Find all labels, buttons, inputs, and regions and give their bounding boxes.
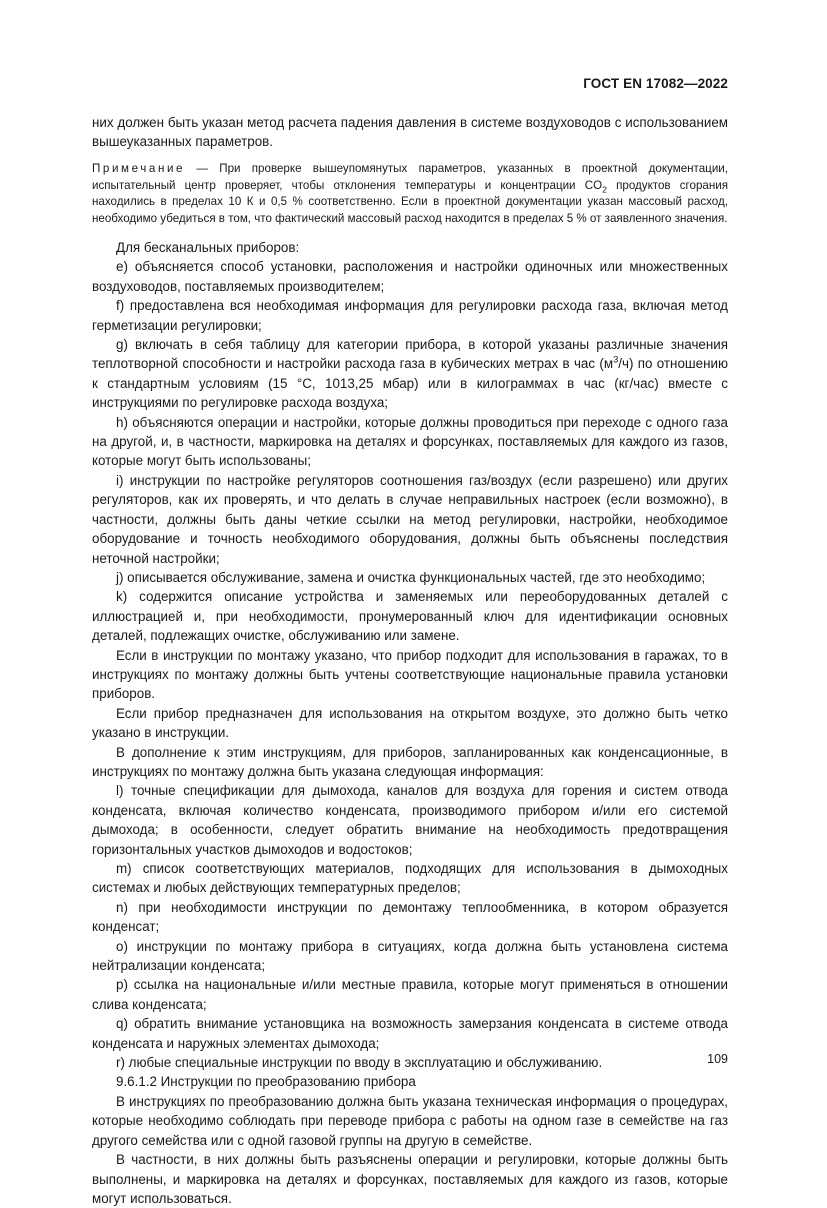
document-standard-id: ГОСТ EN 17082—2022 (583, 76, 728, 91)
note-paragraph (92, 161, 728, 228)
garage-paragraph: Если в инструкции по монтажу указано, что прибор подходит для использования в гаражах, то в инструкциях по монтажу должны быть учтены соответствующие национальные правила установки приборов. (92, 647, 728, 702)
item-g-text-start: g) включать в себя таблицу для категории прибора, в которой указаны различные значения теплотворной способности и настройки расхода газа в кубических метрах в час (м (92, 337, 728, 372)
note-subscript: 2 (602, 183, 607, 194)
list-item-k: k) содержится описание устройства и заменяемых или переоборудованных деталей с иллюстрацией и, при необходимости, пронумерованный ключ для идентификации основных деталей, подлежащих очистке, обслуживанию или замене. (92, 589, 728, 644)
list-item-o: о) инструкции по монтажу прибора в ситуациях, когда должна быть установлена система нейтрализации конденсата; (92, 938, 728, 974)
list-item-l: l) точные спецификации для дымохода, каналов для воздуха для горения и систем отвода конденсата, включая количество конденсата, производимого прибором и/или его системой дымохода; в особенности, следует обратить внимание на необходимость предотвращения горизонтальных участков дымоходов и водостоков; (92, 783, 728, 857)
flueless-heading: Для бесканальных приборов: (116, 240, 300, 255)
list-item-f: f) предоставлена вся необходимая информация для регулировки расхода газа, включая метод герметизации регулировки; (92, 298, 728, 333)
item-g-superscript: 3 (613, 354, 619, 365)
list-item-h: h) объясняются операции и настройки, которые должны проводиться при переходе с одного газа на другой, и, в частности, маркировка на деталях и форсунках, поставляемых для каждого из газов, которые могут быть использованы; (92, 414, 728, 469)
list-item-i: i) инструкции по настройке регуляторов соотношения газ/воздух (если разрешено) или других регуляторов, как их проверять, и что делать в случае неправильных настроек (если возможно), в частности, должны быть даны четкие ссылки на метод регулировки, настройки, необходимое оборудование и точность необходимого оборудования, должны быть объяснены последствия неточной настройки; (92, 472, 728, 566)
conversion-paragraph-2: В частности, в них должны быть разъяснены операции и регулировки, которые должны быть выполнены, и маркировка на деталях и форсунках, поставляемых для каждого из газов, которые могут использоваться. (92, 1152, 728, 1206)
section-heading: 9.6.1.2 Инструкции по преобразованию прибора (116, 1074, 416, 1090)
note-text-end: продуктов сгорания находились в пределах 10 К и 0,5 % соответственно. Если в проектной документации указан массовый расход, необходимо убедиться в том, что фактический массовый расход находится в пределах 5 % от заявленного значения. (92, 178, 728, 226)
outdoor-paragraph: Если прибор предназначен для использования на открытом воздухе, это должно быть четко указано в инструкции. (92, 705, 728, 741)
list-item-j: j) описывается обслуживание, замена и очистка функциональных частей, где это необходимо; (116, 569, 706, 585)
list-item-m: m) список соответствующих материалов, подходящих для использования в дымоходных системах и любых действующих температурных пределов; (92, 861, 728, 896)
list-item-q: q) обратить внимание установщика на возможность замерзания конденсата в системе отвода конденсата и наружных элементах дымохода; (92, 1016, 728, 1051)
item-g-text-end: /ч) по отношению к стандартным условиям (15 °С, 1013,25 мбар) или в килограммах в час (кг/час) вместе с инструкциями по регулировке расхода воздуха; (92, 356, 728, 411)
document-body (92, 113, 728, 1208)
list-item-p: р) ссылка на национальные и/или местные правила, которые могут применяться в отношении слива конденсата; (92, 977, 728, 1012)
list-item-r: r) любые специальные инструкции по вводу в эксплуатацию и обслуживанию. (116, 1055, 603, 1071)
condensing-paragraph: В дополнение к этим инструкциям, для приборов, запланированных как конденсационные, в инструкциях по монтажу должна быть указана следующая информация: (92, 744, 728, 779)
list-item-n: n) при необходимости инструкции по демонтажу теплообменника, в котором образуется конденсат; (92, 899, 728, 935)
note-label: Примечание (92, 161, 186, 175)
intro-paragraph: них должен быть указан метод расчета падения давления в системе воздуховодов с использованием вышеуказанных параметров. (92, 115, 728, 150)
page-number: 109 (707, 1052, 728, 1066)
conversion-paragraph-1: В инструкциях по преобразованию должна быть указана техническая информация о процедурах, которые необходимо соблюдать при переводе прибора с работы на одном газе в семействе на газ другого семейства или с одной газовой группы на другую в семействе. (92, 1093, 728, 1148)
list-item-e: е) объясняется способ установки, расположения и настройки одиночных или множественных воздуховодов, поставляемых производителем; (92, 259, 728, 294)
list-item-g (92, 335, 728, 413)
note-text-start: — При проверке вышеупомянутых параметров, указанных в проектной документации, испытательный центр проверяет, чтобы отклонения температуры и концентрации CO (92, 161, 728, 192)
